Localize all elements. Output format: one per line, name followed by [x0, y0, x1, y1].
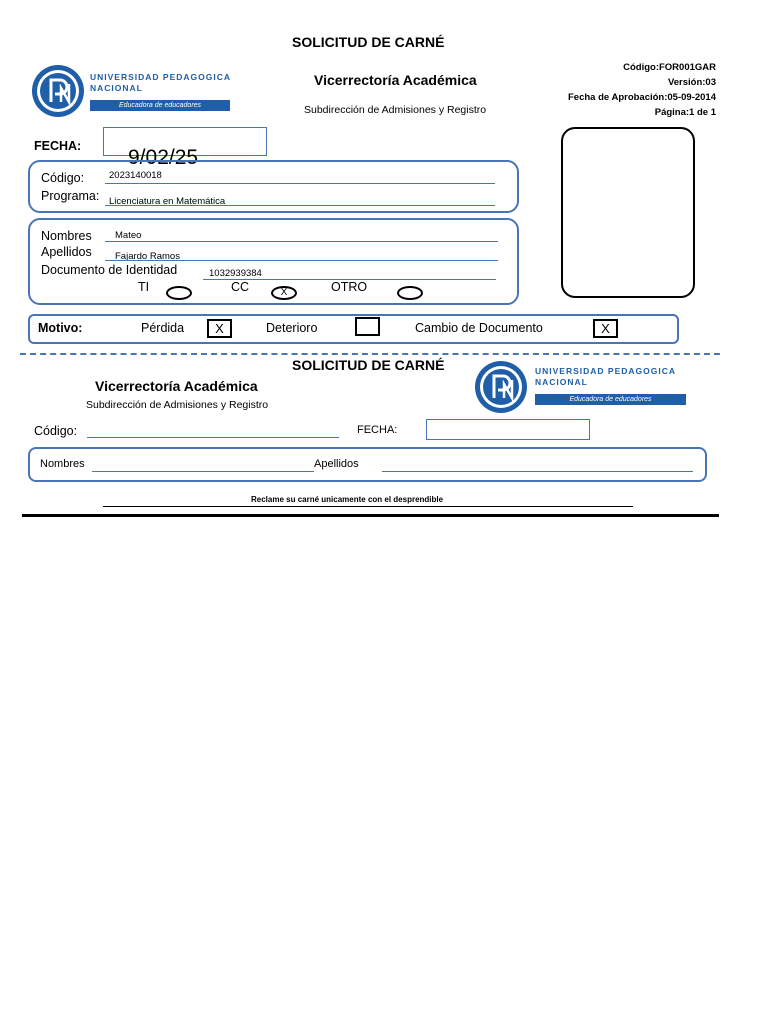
university-seal-icon	[31, 64, 85, 118]
cut-line	[20, 353, 720, 355]
doc-type-ti-option[interactable]	[166, 286, 192, 300]
stub-university-logo	[474, 360, 689, 412]
doc-type-cc-label: CC	[231, 280, 250, 294]
motivo-deterioro-checkbox[interactable]	[355, 317, 380, 336]
apellidos-field-line[interactable]	[105, 260, 498, 261]
stub-nombres-label: Nombres	[40, 458, 85, 470]
motivo-section	[28, 314, 679, 344]
doc-type-cc-option[interactable]: X	[271, 286, 297, 300]
doc-type-ti-label: TI	[138, 280, 150, 294]
doc-type-otro-option[interactable]	[397, 286, 423, 300]
motivo-perdida-checkbox[interactable]: X	[207, 319, 232, 338]
stub-logo-name-line1: UNIVERSIDAD PEDAGOGICA	[535, 366, 677, 376]
form-title: SOLICITUD DE CARNÉ	[292, 34, 445, 50]
department-name: Vicerrectoría Académica	[314, 72, 477, 88]
programa-value: Licenciatura en Matemática	[109, 196, 226, 207]
stub-logo-name-line2: NACIONAL	[535, 377, 588, 387]
form-page: Página:1 de 1	[654, 107, 716, 118]
documento-value: 1032939384	[209, 268, 262, 279]
date-label: FECHA:	[34, 139, 82, 153]
programa-field-line[interactable]	[105, 205, 495, 206]
stub-fecha-label: FECHA:	[357, 424, 398, 436]
stub-fecha-field[interactable]	[426, 419, 590, 440]
nombres-value: Mateo	[115, 230, 142, 241]
codigo-field-line[interactable]	[105, 183, 495, 184]
stub-footer-line	[103, 506, 633, 507]
stub-subdepartment-name: Subdirección de Admisiones y Registro	[86, 399, 269, 411]
date-value: 9/02/25	[128, 146, 199, 169]
codigo-value: 2023140018	[109, 170, 162, 181]
motivo-cambio-label: Cambio de Documento	[415, 321, 543, 335]
motivo-deterioro-label: Deterioro	[266, 321, 318, 335]
stub-codigo-field-line[interactable]	[87, 437, 339, 438]
motivo-perdida-label: Pérdida	[141, 321, 185, 335]
programa-label: Programa:	[41, 189, 100, 203]
form-version: Versión:03	[667, 77, 716, 88]
stub-apellidos-label: Apellidos	[314, 458, 359, 470]
documento-label: Documento de Identidad	[41, 263, 178, 277]
apellidos-label: Apellidos	[41, 245, 92, 259]
doc-type-otro-label: OTRO	[331, 280, 368, 294]
motivo-label: Motivo:	[38, 321, 83, 335]
logo-name-line1: UNIVERSIDAD PEDAGOGICA	[90, 72, 232, 82]
stub-bottom-rule	[22, 514, 719, 517]
nombres-label: Nombres	[41, 229, 92, 243]
stub-logo-tagline: Educadora de educadores	[535, 394, 686, 405]
codigo-label: Código:	[41, 171, 85, 185]
subdepartment-name: Subdirección de Admisiones y Registro	[304, 104, 487, 116]
stub-footer-note: Reclame su carné unicamente con el desprendible	[251, 495, 444, 504]
stub-name-section	[28, 447, 707, 482]
stub-codigo-label: Código:	[34, 424, 78, 438]
stub-apellidos-field-line[interactable]	[382, 471, 693, 472]
motivo-cambio-checkbox[interactable]: X	[593, 319, 618, 338]
photo-box[interactable]	[561, 127, 695, 298]
form-code: Código:FOR001GAR	[623, 62, 716, 73]
university-logo	[31, 64, 231, 118]
logo-tagline: Educadora de educadores	[90, 100, 230, 111]
apellidos-value: Fajardo Ramos	[115, 251, 180, 262]
stub-university-seal-icon	[474, 360, 528, 414]
stub-title: SOLICITUD DE CARNÉ	[292, 357, 445, 373]
form-approval-date: Fecha de Aprobación:05-09-2014	[567, 92, 716, 103]
stub-department-name: Vicerrectoría Académica	[95, 378, 258, 394]
nombres-field-line[interactable]	[105, 241, 498, 242]
logo-name-line2: NACIONAL	[90, 83, 143, 93]
stub-nombres-field-line[interactable]	[92, 471, 314, 472]
